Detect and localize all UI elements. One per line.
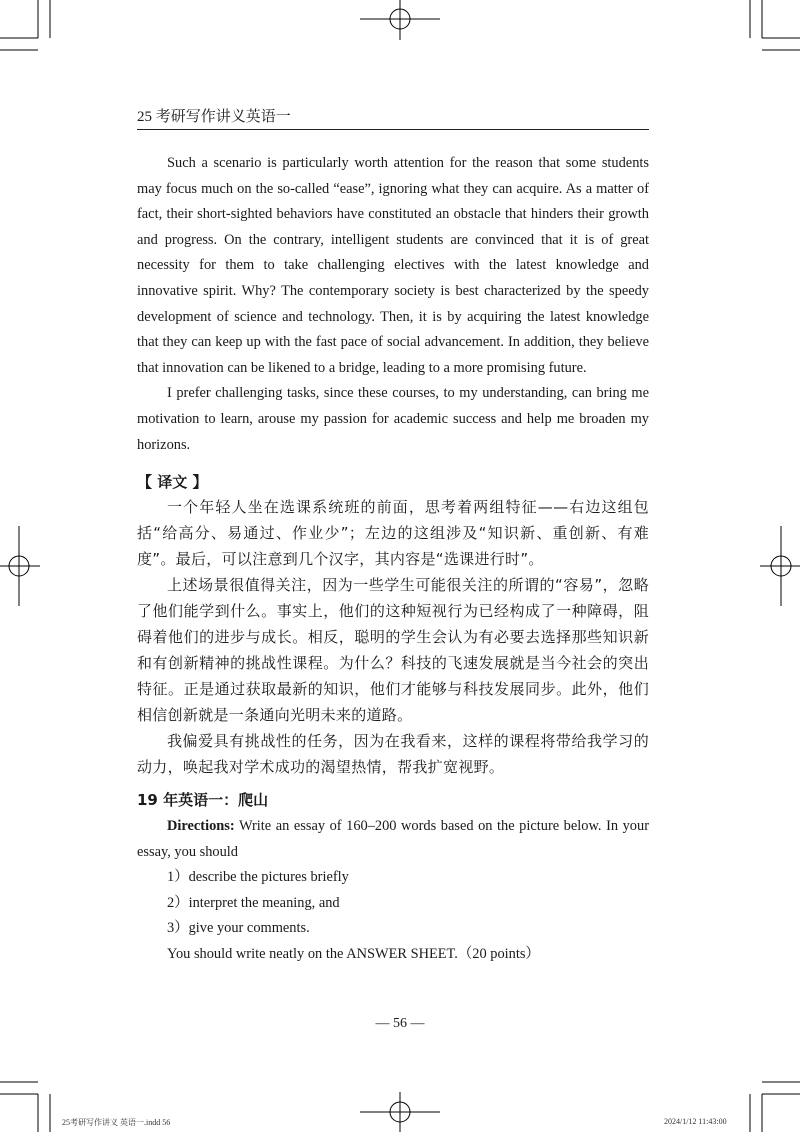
direction-item-3: 3）give your comments. <box>167 920 310 937</box>
paragraph-zh-2: 上述场景很值得关注，因为一些学生可能很关注的所谓的“容易”，忽略了他们能学到什么。事实上，他们的这种短视行为已经构成了一种障碍，阻碍着他们的进步与成长。相反，聪明的学生会认为有必要去选择那些知识新和有创新精神的挑战性课程。为什么？科技的飞速发展就是当今社会的突出特征。正是通过获取最新的知识，他们才能够与科技发展同步。此外，他们相信创新就是一条通向光明未来的道路。 <box>137 576 649 724</box>
running-header: 25 考研写作讲义英语一 <box>137 109 291 125</box>
slug-file-info: 25考研写作讲义 英语一.indd 56 <box>62 1118 171 1127</box>
directions-text: Write an essay of 160–200 words based on the picture below. In your essay, you should <box>137 818 649 860</box>
translation-title: 【 译文 】 <box>137 473 208 491</box>
translation-body <box>137 494 649 780</box>
essay-english <box>137 151 649 458</box>
paragraph-zh-3: 我偏爱具有挑战性的任务，因为在我看来，这样的课程将带给我学习的动力，唤起我对学术成功的渴望热情，帮我扩宽视野。 <box>137 732 649 776</box>
header-rule <box>137 129 649 130</box>
directions-paragraph <box>137 814 649 865</box>
direction-item-2: 2）interpret the meaning, and <box>167 894 340 911</box>
paragraph-en-2: I prefer challenging tasks, since these courses, to my understanding, can bring me motivation to learn, arouse my passion for academic success and help me broaden my horizons. <box>137 385 649 453</box>
paragraph-en-1: Such a scenario is particularly worth attention for the reason that some students may focus much on the so-called “ease”, ignoring what they can acquire. As a matter of fact, their short-sighted behaviors have constituted an obstacle that hinders their growth and progress. On the contrary, intelligent students are convinced that it is of great necessity for them to take challenging electives with the latest knowledge and innovative spirit. Why? The contemporary society is best characterized by the speedy development of science and technology. Then, it is by acquiring the latest knowledge that they can keep up with the fast pace of social advancement. In addition, they believe that innovation can be likened to a bridge, leading to a more promising future. <box>137 155 649 376</box>
translation-heading <box>137 470 649 494</box>
slug-timestamp: 2024/1/12 11:43:00 <box>664 1117 727 1126</box>
exam-section <box>137 788 649 968</box>
directions-label: Directions: <box>167 818 235 834</box>
paragraph-zh-1: 一个年轻人坐在选课系统班的前面，思考着两组特征——右边这组包括“给高分、易通过、作业少”；左边的这组涉及“知识新、重创新、有难度”。最后，可以注意到几个汉字，其内容是“选课进行时”。 <box>137 498 649 568</box>
section-title: 19 年英语一：爬山 <box>137 791 269 809</box>
page-number: — 56 — <box>375 1016 425 1031</box>
direction-item-1: 1）describe the pictures briefly <box>167 869 349 886</box>
answer-note: You should write neatly on the ANSWER SHEET.（20 points） <box>167 945 540 962</box>
